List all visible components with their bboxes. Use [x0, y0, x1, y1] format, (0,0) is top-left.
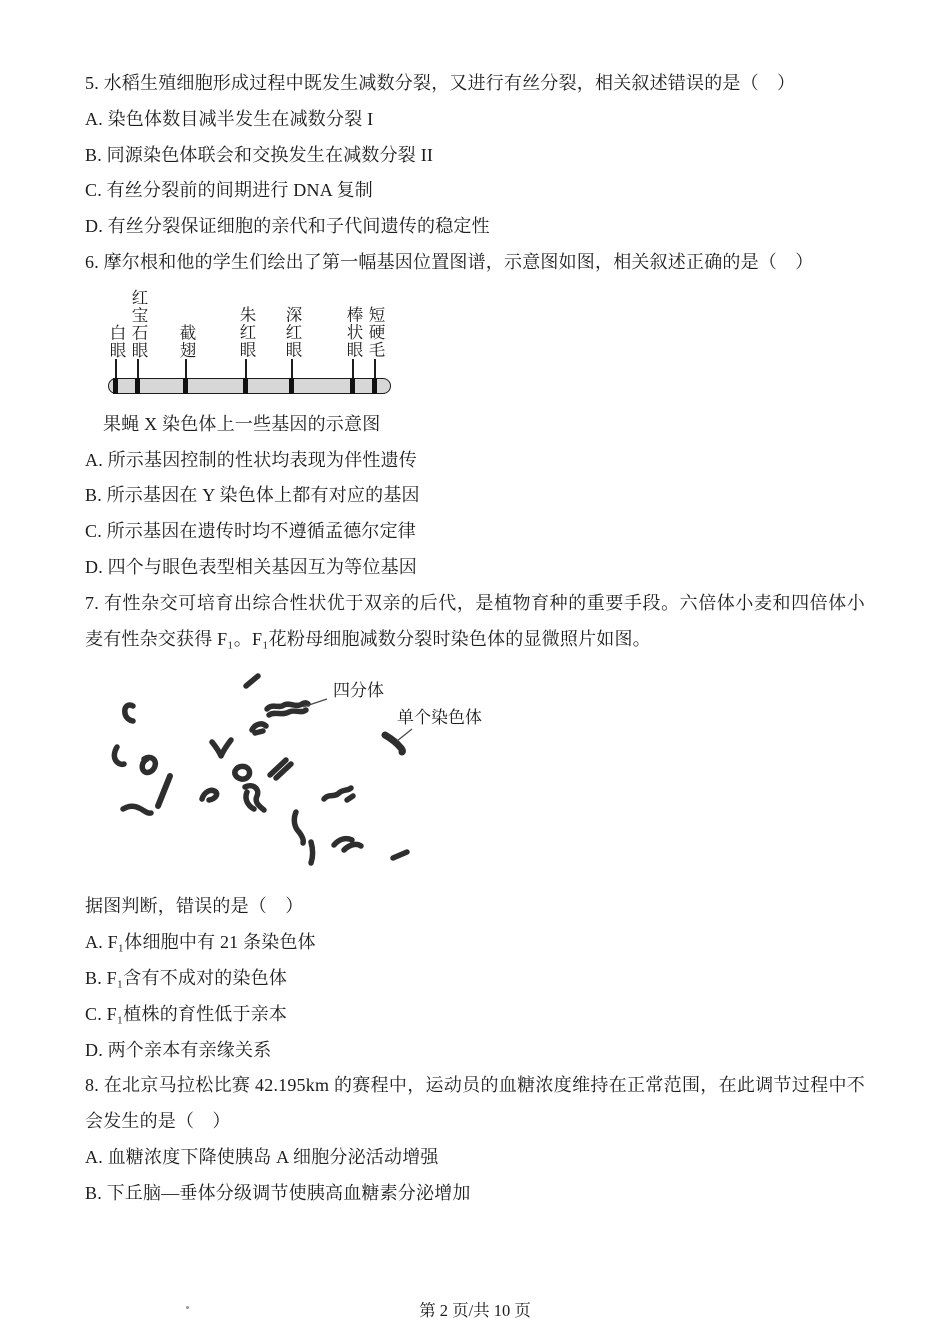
question-5-stem: 5. 水稻生殖细胞形成过程中既发生减数分裂，又进行有丝分裂，相关叙述错误的是（ ） [85, 73, 796, 93]
tetrad-label: 四分体 [333, 681, 384, 701]
gene-locus-tick [135, 378, 140, 394]
question-6-option-b: B. 所示基因在 Y 染色体上都有对应的基因 [85, 485, 420, 506]
gene-label-vermilion-eye: 朱红眼 [237, 306, 256, 359]
question-7-option-d: D. 两个亲本有亲缘关系 [85, 1039, 272, 1060]
micrograph-figure [100, 659, 520, 887]
gene-label-deep-red-eye: 深红眼 [283, 306, 302, 359]
gene-label-bar-eye: 棒状眼 [344, 306, 363, 359]
gene-label-cut-wing: 截翅 [177, 323, 196, 359]
question-7-option-b: B. F₁含有不成对的染色体 [85, 967, 288, 988]
gene-locus-tick [113, 378, 118, 394]
gene-stem-line [115, 359, 117, 379]
question-8-stem: 8. 在北京马拉松比赛 42.195km 的赛程中，运动员的血糖浓度维持在正常范围，在此调节过程中不会发生的是（ ） [85, 1075, 865, 1132]
question-6-option-c: C. 所示基因在遗传时均不遵循孟德尔定律 [85, 521, 417, 542]
gene-label-white-eye: 白眼 [107, 323, 126, 359]
question-6-option-d: D. 四个与眼色表型相关基因互为等位基因 [85, 556, 417, 577]
chromosome-blobs [114, 676, 407, 863]
question-7-option-a: A. F₁体细胞中有 21 条染色体 [85, 932, 316, 953]
question-6-stem: 6. 摩尔根和他的学生们绘出了第一幅基因位置图谱，示意图如图，相关叙述正确的是（ ） [85, 251, 814, 272]
x-chromosome-bar [108, 378, 391, 394]
gene-stem-line [137, 359, 139, 379]
gene-stem-line [291, 359, 293, 379]
gene-stem-line [185, 359, 187, 379]
single-chromosome-label: 单个染色体 [397, 708, 482, 728]
gene-label-ruby-eye: 红宝石眼 [129, 288, 148, 359]
gene-stem-line [245, 359, 247, 379]
question-5-option-b: B. 同源染色体联会和交换发生在减数分裂 II [85, 144, 434, 165]
page-footer: 第 2 页/共 10 页 [419, 1301, 531, 1320]
gene-locus-tick [289, 378, 294, 394]
question-5-option-c: C. 有丝分裂前的间期进行 DNA 复制 [85, 180, 374, 201]
question-5-option-a: A. 染色体数目减半发生在减数分裂 I [85, 108, 374, 129]
gene-locus-tick [243, 378, 248, 394]
question-8-option-b: B. 下丘脑—垂体分级调节使胰高血糖素分泌增加 [85, 1182, 471, 1203]
pointer-lines [303, 699, 412, 741]
gene-locus-tick [183, 378, 188, 394]
gene-locus-tick [350, 378, 355, 394]
question-7-option-c: C. F₁植株的育性低于亲本 [85, 1003, 288, 1024]
gene-map-figure [100, 287, 430, 405]
question-8-option-a: A. 血糖浓度下降使胰岛 A 细胞分泌活动增强 [85, 1146, 439, 1167]
gene-map-caption: 果蝇 X 染色体上一些基因的示意图 [103, 413, 381, 434]
question-6-option-a: A. 所示基因控制的性状均表现为伴性遗传 [85, 449, 417, 470]
gene-label-short-bristle: 短硬毛 [366, 306, 385, 359]
question-5-option-d: D. 有丝分裂保证细胞的亲代和子代间遗传的稳定性 [85, 216, 490, 237]
gene-stem-line [352, 359, 354, 379]
question-7-stem: 7. 有性杂交可培育出综合性状优于双亲的后代，是植物育种的重要手段。六倍体小麦和四倍体小麦有性杂交获得 F₁。F₁花粉母细胞减数分裂时染色体的显微照片如图。 [85, 592, 865, 649]
question-7-judge: 据图判断，错误的是（ ） [85, 896, 304, 917]
gene-stem-line [374, 359, 376, 379]
gene-locus-tick [372, 378, 377, 394]
